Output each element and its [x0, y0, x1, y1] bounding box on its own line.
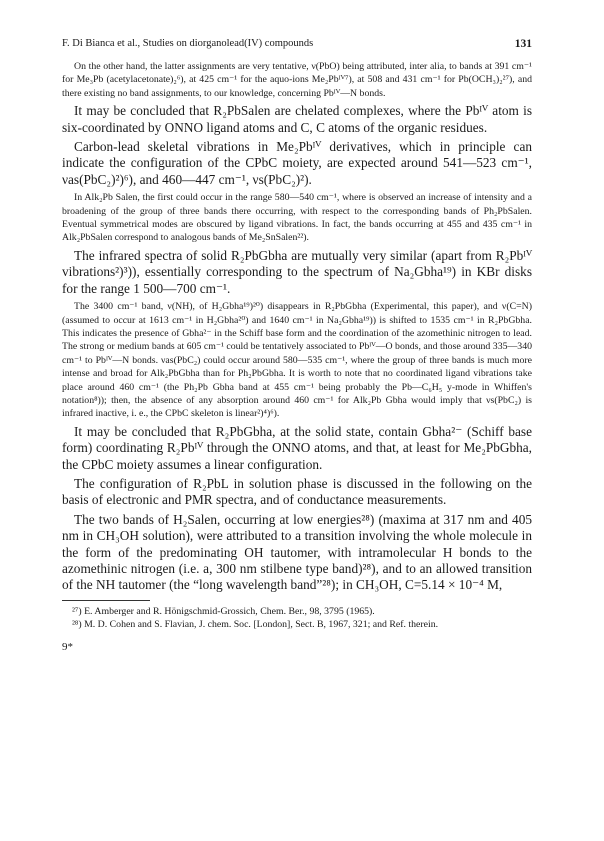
paragraph-8: The configuration of R₂PbL in solution phase is discussed in the following on the basis of electronic and PMR spectra, and of conductance measurements.: [62, 475, 532, 508]
running-header: [62, 38, 532, 50]
paragraph-1: On the other hand, the latter assignments are very tentative, ν(PbO) being attributed, inter alia, to bands at 391 cm⁻¹ for Me₃Pb (acetylacetonate)₂⁶), at 425 cm⁻¹ for the aquo-ions Me₂Pbᴵⱽ⁷), at 508 and 431 cm⁻¹ for Pb(OCH₃)₂²⁷), and there existing no band assignments, to our knowledge, concerning Pbᴵⱽ—N bonds.: [62, 61, 532, 99]
page: [62, 38, 532, 653]
paragraph-2: It may be concluded that R₂PbSalen are chelated complexes, where the Pbᴵⱽ atom is six-coordinated by ONNO ligand atoms and C, C atoms of the organic residues.: [62, 103, 532, 135]
footnote-28: ²⁸) M. D. Cohen and S. Flavian, J. chem. Soc. [London], Sect. B, 1967, 321; and Ref. therein.: [72, 618, 439, 630]
paragraph-6: The 3400 cm⁻¹ band, ν(NH), of H₂Gbha¹⁹)²⁰) disappears in R₂PbGbha (Experimental, this paper), and ν(C=N) (assumed to occur at 1613 cm⁻¹ in H₂Gbha²⁰) and 1640 cm⁻¹ in Na₂Gbha¹⁹)) is shifted to 1535 cm⁻¹ in R₂PbGbha. This indicates the presence of Gbha²⁻ in the Schiff base form and the coordination of the azomethinic nitrogen to lead. The strong or medium bands at 605 cm⁻¹ could be tentatively associated to Pbᴵⱽ—O bonds, and those around 335—340 cm⁻¹ to Pbᴵⱽ—N bonds. νas(PbC₂) could occur around 580—535 cm⁻¹, where the group of three bands is much more intense and broad for Alk₂PbGbha than for Ph₂PbGbha. It is worth to note that no coordinated ligand vibrations take place around 460 cm⁻¹ (the Ph₂Pb Gbha band at 455 cm⁻¹ being probably the Pb—C₆H₅ y-mode in Whiffen's notation⁸)); then, the absence of any absorption around 460 cm⁻¹ for Alk₂Pb Gbha would imply that νs(PbC₂) is infrared inactive, i. e., the CPbC skeleton is linear²)⁴)⁶).: [62, 301, 532, 420]
page-number: 131: [514, 38, 532, 50]
footnote-27: ²⁷) E. Amberger and R. Hönigschmid-Grossich, Chem. Ber., 98, 3795 (1965).: [72, 605, 375, 617]
footnote-divider: [62, 600, 150, 601]
signature-mark: 9*: [62, 640, 73, 653]
paragraph-9: The two bands of H₂Salen, occurring at low energies²⁸) (maxima at 317 nm and 405 nm in CH₃OH solution), were attributed to a transition involving the whole molecule in the form of the predominating OH tautomer, with intramolecular H bonds to the azomethinic nitrogen (i.e. a, 300 nm stilbene type band)²⁸), and to an allowed transition of the NH tautomer (the “long wavelength band”²⁸); in CH₃OH, C=5.14 × 10⁻⁴ M,: [62, 511, 532, 593]
paragraph-7: It may be concluded that R₂PbGbha, at the solid state, contain Gbha²⁻ (Schiff base form) coordinating R₂Pbᴵⱽ through the ONNO atoms, and that, at least for Me₂PbGbha, the CPbC moiety assumes a linear configuration.: [62, 423, 532, 472]
paragraph-3: Carbon-lead skeletal vibrations in Me₂Pbᴵⱽ derivatives, which in principle can indicate the configuration of the CPbC moiety, are expected around 541—523 cm⁻¹, νas(PbC₂)²)⁶), and 460—447 cm⁻¹, νs(PbC₂)²).: [62, 139, 532, 187]
running-title: F. Di Bianca et al., Studies on diorganolead(IV) compounds: [62, 38, 314, 49]
paragraph-5: The infrared spectra of solid R₂PbGbha are mutually very similar (apart from R₂Pbᴵⱽ vibrations²)³)), essentially corresponding to the spectrum of Na₂Gbha¹⁹) in KBr disks for the range 1 500—700 cm⁻¹.: [62, 247, 532, 296]
paragraph-4: In Alk₂Pb Salen, the first could occur in the range 580—540 cm⁻¹, where is observed an increase of intensity and a broadening of the group of three bands there occurring, with respect to the corresponding bands of Ph₂PbSalen. Eventual symmetrical modes are obscured by ligand vibrations. In fact, the bands occurring at 455 and 435 cm⁻¹ in Alk₂PbSalen correspond to analogous bands of Me₂SnSalen²²).: [62, 192, 532, 244]
